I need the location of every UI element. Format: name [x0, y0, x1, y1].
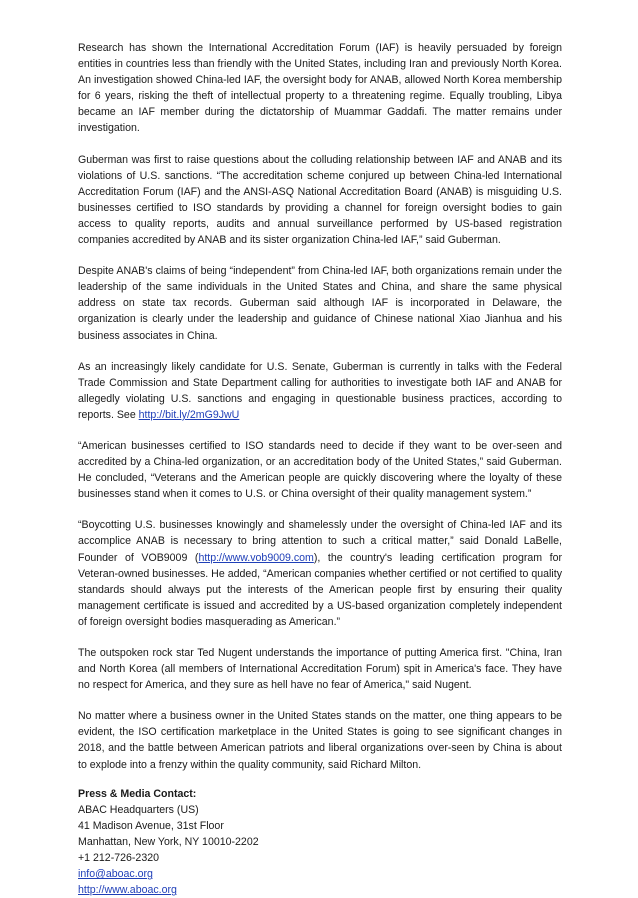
paragraph-boycott-text-after: ), the country's leading certification program for Veteran-owned businesses. He added, “American companies whether certified or not certified to quality standards should always put the interests of the American people first by ensuring their quality management certificate is issued and accredited by a US-based organization completely independent of foreign oversight bodies masquerading as American.”	[78, 551, 562, 628]
paragraph-boycott-text-before: “Boycotting U.S. businesses knowingly and shamelessly under the oversight of China-led IAF and its accomplice ANAB is necessary to bring attention to such a critical matter,” said Donald LaBelle, Founder of VOB9009 (	[78, 519, 562, 564]
paragraph-guberman-questions: Guberman was first to raise questions about the colluding relationship between IAF and ANAB and its violations of U.S. sanctions. “The accreditation scheme conjured up between China-led International Accreditation Forum (IAF) and the ANSI-ASQ National Accreditation Board (ANAB) is misguiding U.S. businesses certified to ISO standards by providing a channel for foreign oversight bodies to gain access to quality reports, audits and annual surveillance performed by US-based registration companies accredited by ANAB and its sister organization China-led IAF,” said Guberman.	[78, 153, 562, 247]
paragraph-senate-candidate	[78, 359, 562, 423]
paragraph-anab-independence: Despite ANAB's claims of being “independent” from China-led IAF, both organizations remain under the leadership of the same individuals in the United States and China, and share the same physical address on state tax records. Guberman said although IAF is incorporated in Delaware, the organization is clearly under the leadership and guidance of Chinese national Xiao Jianhua and his business associates in China.	[78, 265, 562, 342]
press-contact-block	[78, 786, 562, 898]
paragraph-boycott-quote	[78, 517, 562, 630]
paragraph-ted-nugent: The outspoken rock star Ted Nugent understands the importance of putting America first. "China, Iran and North Korea (all members of International Accreditation Forum) spit in America's face. They have no respect for America, and they sure as hell have no fear of America," said Nugent.	[78, 647, 562, 692]
paragraph-iso-marketplace: No matter where a business owner in the United States stands on the matter, one thing appears to be evident, the ISO certification marketplace in the United States is going to see significant changes in 2018, and the battle between American patriots and liberal organizations over-seen by China is about to explode into a frenzy within the quality community, said Richard Milton.	[78, 710, 562, 771]
paragraph-senate-text: As an increasingly likely candidate for U.S. Senate, Guberman is currently in talks with the Federal Trade Commission and State Department calling for authorities to investigate both IAF and ANAB for allegedly violating U.S. sanctions and engaging in questionable business practices, according to reports. See	[78, 360, 562, 421]
contact-heading: Press & Media Contact:	[78, 787, 197, 800]
paragraph-american-businesses-quote: “American businesses certified to ISO standards need to decide if they want to be over-seen and accredited by a China-led organization, or an accreditation body of the United States,” said Guberman. He concluded, “Veterans and the American people are quickly discovering where the loyalty of these businesses stand when it comes to U.S. or China oversight of their quality management system.”	[78, 439, 562, 501]
contact-address-line-1: 41 Madison Avenue, 31st Floor	[78, 819, 224, 832]
contact-phone: +1 212-726-2320	[78, 852, 159, 865]
paragraph-iaf-research: Research has shown the International Accreditation Forum (IAF) is heavily persuaded by foreign entities in countries less than friendly with the United States, including Iran and previously North Korea. An investigation showed China-led IAF, the oversight body for ANAB, allowed North Korea membership for 6 years, risking the theft of intellectual property to a threatening regime. Equally troubling, Libya became an IAF member during the dictatorship of Muammar Gaddafi. The matter remains under investigation.	[78, 42, 562, 135]
contact-email-link[interactable]: info@aboac.org	[78, 868, 153, 881]
contact-website-link[interactable]: http://www.aboac.org	[78, 884, 177, 897]
vob9009-link[interactable]: http://www.vob9009.com	[198, 551, 314, 564]
contact-address-line-2: Manhattan, New York, NY 10010-2202	[78, 835, 259, 848]
press-release-page	[78, 40, 562, 898]
bitly-link[interactable]: http://bit.ly/2mG9JwU	[138, 408, 240, 421]
contact-organization: ABAC Headquarters (US)	[78, 803, 199, 816]
